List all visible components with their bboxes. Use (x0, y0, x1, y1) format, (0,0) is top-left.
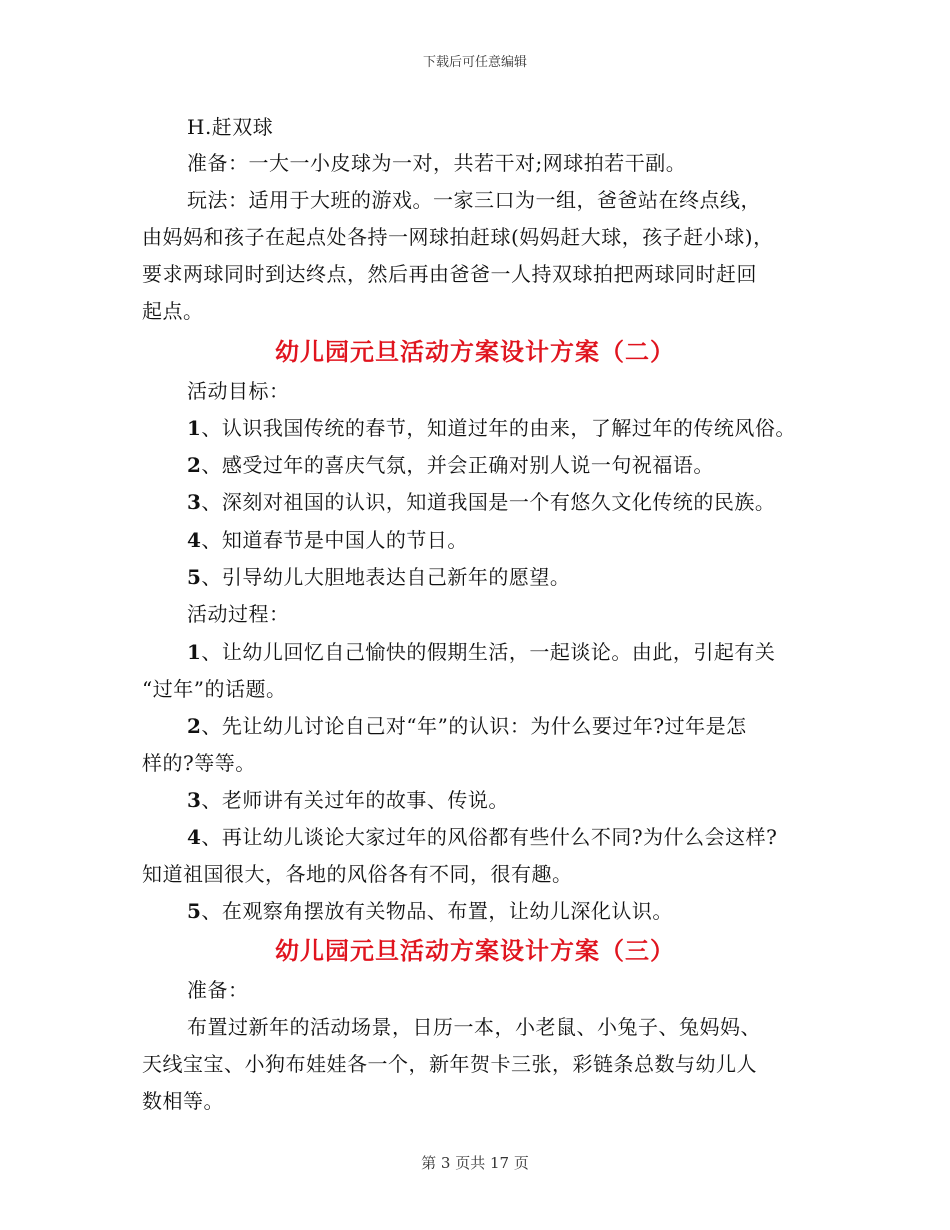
goal-item (187, 414, 796, 442)
process-number: 3 (187, 788, 202, 812)
process-text: 、再让幼儿谈论大家过年的风俗都有些什么不同?为什么会这样? (201, 825, 778, 849)
goal-text: 、引导幼儿大胆地表达自己新年的愿望。 (201, 565, 571, 589)
section-h-prep: 准备：一大一小皮球为一对，共若干对;网球拍若干副。 (187, 151, 687, 175)
goal-number: 1 (187, 416, 202, 440)
process-item (187, 712, 747, 740)
process-item-cont: 样的?等等。 (142, 751, 256, 775)
goal-item (187, 451, 714, 479)
page-footer: 第 3 页共 17 页 (421, 1154, 529, 1172)
goal-text: 、深刻对祖国的认识，知道我国是一个有悠久文化传统的民族。 (201, 490, 776, 514)
page-header: 下载后可任意编辑 (422, 55, 527, 70)
process-number: 1 (187, 640, 202, 664)
section-h-play-line: 起点。 (142, 299, 204, 323)
goal-number: 5 (187, 565, 202, 589)
section-h-play-line: 要求两球同时到达终点，然后再由爸爸一人持双球拍把两球同时赶回 (142, 262, 757, 286)
prep-line: 天线宝宝、小狗布娃娃各一个，新年贺卡三张，彩链条总数与幼儿人 (142, 1052, 757, 1076)
prep-line: 数相等。 (142, 1089, 224, 1113)
goal-number: 3 (187, 490, 202, 514)
goal-number: 2 (187, 453, 202, 477)
process-text: 、先让幼儿讨论自己对“年”的认识：为什么要过年?过年是怎 (201, 714, 747, 738)
process-item (187, 897, 673, 925)
process-item-cont: 知道祖国很大，各地的风俗各有不同，很有趣。 (142, 862, 573, 886)
prep-label: 准备： (187, 978, 249, 1002)
section-heading-3: 幼儿园元旦活动方案设计方案（三） (275, 936, 675, 965)
goal-text: 、认识我国传统的春节，知道过年的由来，了解过年的传统风俗。 (201, 416, 796, 440)
prep-line: 布置过新年的活动场景，日历一本，小老鼠、小兔子、兔妈妈、 (187, 1015, 761, 1039)
process-number: 5 (187, 899, 202, 923)
process-item-cont: “过年”的话题。 (142, 677, 287, 701)
goal-text: 、感受过年的喜庆气氛，并会正确对别人说一句祝福语。 (201, 453, 714, 477)
process-text: 、老师讲有关过年的故事、传说。 (201, 788, 509, 812)
section-h-play-line: 由妈妈和孩子在起点处各持一网球拍赶球(妈妈赶大球，孩子赶小球)， (142, 225, 774, 249)
process-number: 2 (187, 714, 202, 738)
process-text: 、在观察角摆放有关物品、布置，让幼儿深化认识。 (201, 899, 673, 923)
goal-item (187, 563, 570, 591)
section-h-title: H.赶双球 (187, 115, 274, 139)
process-item (187, 786, 509, 814)
goal-text: 、知道春节是中国人的节日。 (201, 528, 468, 552)
goal-item (187, 488, 775, 516)
section-h-play-line: 玩法：适用于大班的游戏。一家三口为一组，爸爸站在终点线， (187, 188, 761, 212)
goal-number: 4 (187, 528, 202, 552)
process-item (187, 823, 777, 851)
process-label: 活动过程： (187, 602, 290, 626)
process-number: 4 (187, 825, 202, 849)
goals-label: 活动目标： (187, 379, 290, 403)
section-heading-2: 幼儿园元旦活动方案设计方案（二） (275, 337, 675, 366)
goal-item (187, 526, 468, 554)
process-text: 、让幼儿回忆自己愉快的假期生活，一起谈论。由此，引起有关 (201, 640, 776, 664)
process-item (187, 638, 775, 666)
